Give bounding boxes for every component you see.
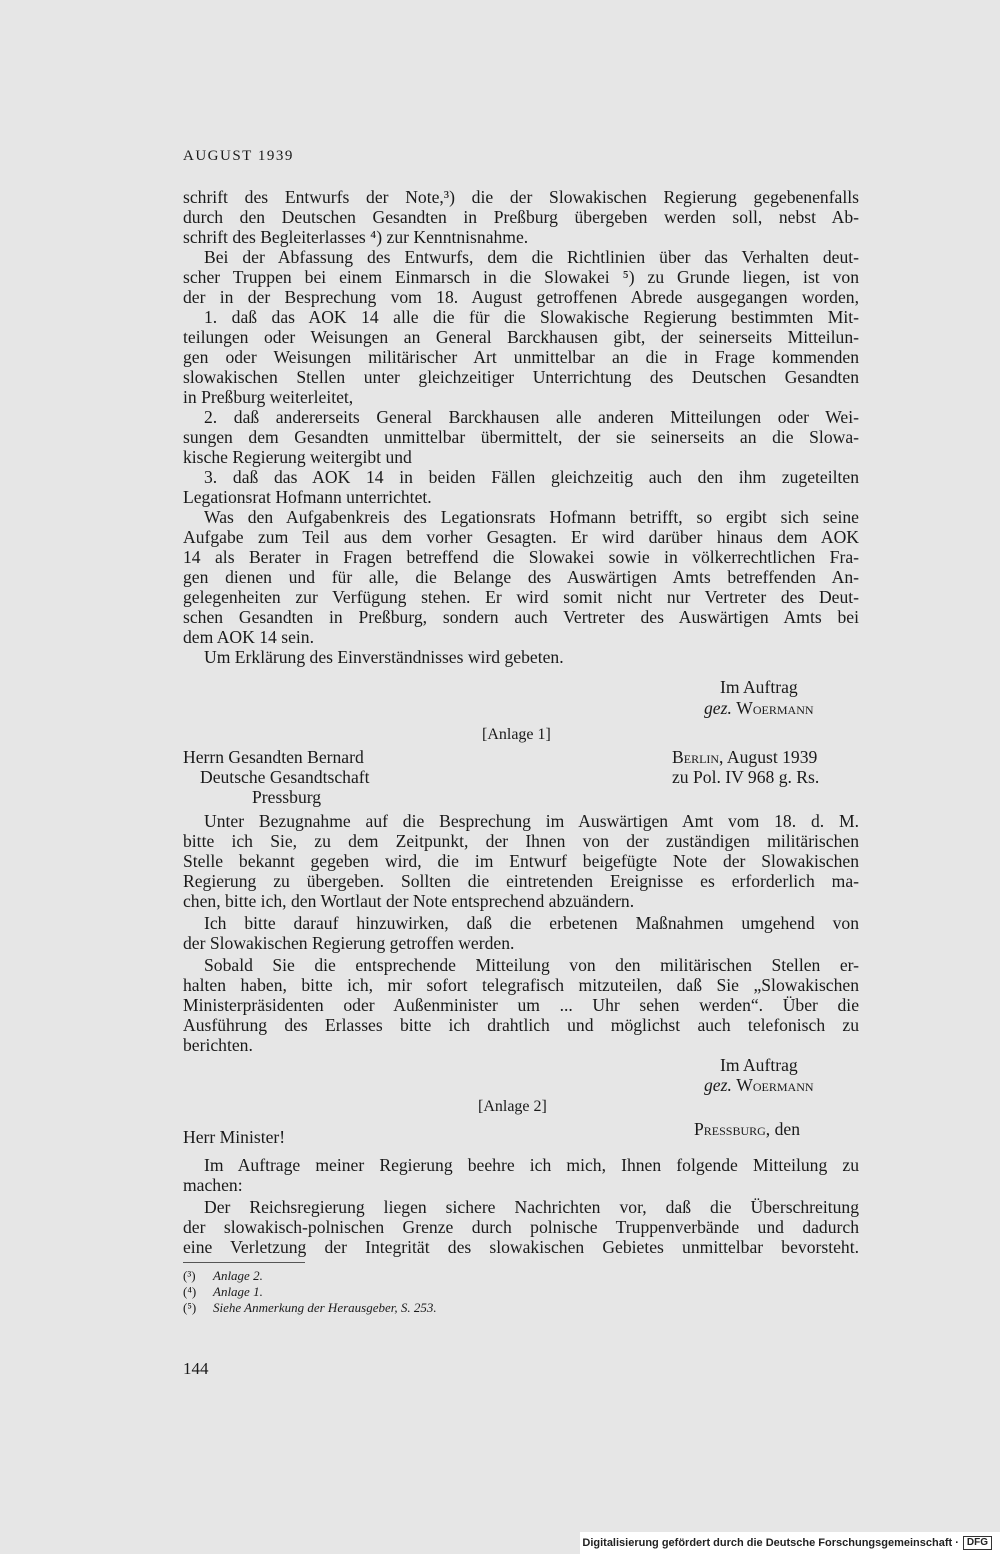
text-line: halten haben, bitte ich, mir sofort telegrafisch mitzuteilen, daß Sie „Slowakischen (183, 975, 859, 995)
text-line: in Preßburg weiterleitet, (183, 387, 354, 407)
text-line: Stelle bekannt gegeben wird, die im Entwurf beigefügte Note der Slowakischen (183, 851, 859, 871)
text-line: Aufgabe zum Teil aus dem vorher Gesagten. Er wird darüber hinaus dem AOK (183, 527, 859, 547)
text-line: Legationsrat Hofmann unterrichtet. (183, 487, 432, 507)
addressee-line: Deutsche Gesandtschaft (200, 767, 370, 787)
footnote-text: Siehe Anmerkung der Herausgeber, S. 253. (213, 1300, 437, 1315)
text-line: Ausführung des Erlasses bitte ich drahtlich und möglichst auch telefonisch zu (183, 1015, 859, 1035)
signature-surname: Woermann (736, 698, 814, 718)
text-line: teilungen oder Weisungen an General Barckhausen gibt, der seinerseits Mitteilun- (183, 327, 859, 347)
text-line: schrift des Begleiterlasses ⁴) zur Kenntnisnahme. (183, 227, 529, 247)
text-line: Bei der Abfassung des Entwurfs, dem die Richtlinien über das Verhalten deut- (204, 247, 859, 267)
text-line: Ministerpräsidenten oder Außenminister um ... Uhr sehen werden“. Über die (183, 995, 859, 1015)
signature-name (704, 1074, 814, 1096)
date: August 1939 (726, 747, 818, 767)
text-line: gen oder Weisungen militärischer Art unmittelbar an die in Frage kommenden (183, 347, 859, 367)
text-line: bitte ich Sie, zu dem Zeitpunkt, der Ihnen von der zuständigen militärischen (183, 831, 859, 851)
running-head: AUGUST 1939 (183, 148, 294, 164)
signature-surname: Woermann (736, 1075, 814, 1095)
signature-prefix: gez. (704, 1075, 732, 1095)
date: den (774, 1119, 801, 1139)
footnote-text: Anlage 1. (213, 1284, 263, 1299)
footnote-divider (183, 1262, 305, 1263)
text-line: Was den Aufgabenkreis des Legationsrats Hofmann betrifft, so ergibt sich seine (204, 507, 859, 527)
text-line: berichten. (183, 1035, 253, 1055)
text-line: Der Reichsregierung liegen sichere Nachrichten vor, daß die Überschreitung (204, 1197, 859, 1217)
footnote-number: (³) (183, 1268, 196, 1283)
text-line: machen: (183, 1175, 243, 1195)
text-line: 14 als Berater in Fragen betreffend die Slowakei sowie in völkerrechtlichen Fra- (183, 547, 859, 567)
text-line: kische Regierung weitergibt und (183, 447, 412, 467)
addressee-line: Pressburg (252, 787, 322, 807)
place: Berlin, (672, 747, 724, 767)
place-date (694, 1118, 800, 1140)
signature-auftrag: Im Auftrag (720, 1055, 798, 1075)
footnote (183, 1300, 437, 1316)
text-line: slowakischen Stellen unter gleichzeitiger Unterrichtung des Deutschen Gesandten (183, 367, 859, 387)
text-line: gelegenheiten zur Verfügung stehen. Er wird somit nicht nur Vertreter des Deut- (183, 587, 859, 607)
anlage2-heading: [Anlage 2] (478, 1098, 547, 1115)
footnote (183, 1268, 263, 1284)
text-line: dem AOK 14 sein. (183, 627, 314, 647)
anlage1-heading: [Anlage 1] (482, 726, 551, 743)
text-line: Im Auftrage meiner Regierung beehre ich mich, Ihnen folgende Mitteilung zu (204, 1155, 859, 1175)
text-line: Unter Bezugnahme auf die Besprechung im Auswärtigen Amt vom 18. d. M. (204, 811, 859, 831)
text-line: schrift des Entwurfs der Note,³) die der Slowakischen Regierung gegebenenfalls (183, 187, 859, 207)
footnote-number: (⁵) (183, 1300, 197, 1315)
text-line: der in der Besprechung vom 18. August getroffenen Abrede ausgegangen worden, (183, 287, 859, 307)
footnote-text: Anlage 2. (213, 1268, 263, 1283)
addressee-line: Herrn Gesandten Bernard (183, 747, 364, 767)
text-line: scher Truppen bei einem Einmarsch in die Slowakei ⁵) zu Grunde liegen, ist von (183, 267, 859, 287)
text-line: sungen dem Gesandten unmittelbar übermittelt, der sie seinerseits an die Slowa- (183, 427, 859, 447)
text-line: 1. daß das AOK 14 alle die für die Slowakische Regierung bestimmten Mit- (204, 307, 859, 327)
text-line: der Slowakischen Regierung getroffen werden. (183, 933, 515, 953)
text-line: gen dienen und für alle, die Belange des Auswärtigen Amts betreffenden An- (183, 567, 859, 587)
text-line: Regierung zu übergeben. Sollten die eintretenden Ereignisse es erforderlich ma- (183, 871, 859, 891)
text-line: eine Verletzung der Integrität des slowakischen Gebietes unmittelbar bevorsteht. (183, 1237, 859, 1257)
dfg-logo: DFG (963, 1536, 992, 1550)
text-line: durch den Deutschen Gesandten in Preßburg übergeben werden soll, nebst Ab- (183, 207, 859, 227)
text-line: 3. daß das AOK 14 in beiden Fällen gleichzeitig auch den ihm zugeteilten (204, 467, 859, 487)
signature-name (704, 697, 814, 719)
place-date (672, 746, 817, 768)
text-line: Sobald Sie die entsprechende Mitteilung von den militärischen Stellen er- (204, 955, 859, 975)
place: Pressburg, (694, 1119, 771, 1139)
footnote-number: (⁴) (183, 1284, 197, 1299)
salutation: Herr Minister! (183, 1127, 286, 1147)
text-line: Ich bitte darauf hinzuwirken, daß die erbetenen Maßnahmen umgehend von (204, 913, 859, 933)
text-line: Um Erklärung des Einverständnisses wird gebeten. (204, 647, 564, 667)
signature-prefix: gez. (704, 698, 732, 718)
reference: zu Pol. IV 968 g. Rs. (672, 767, 820, 787)
page-number: 144 (183, 1359, 209, 1378)
text-line: der slowakisch-polnischen Grenze durch polnische Truppenverbände und dadurch (183, 1217, 859, 1237)
digitization-credit (580, 1532, 1000, 1554)
text-line: 2. daß andererseits General Barckhausen alle anderen Mitteilungen oder Wei- (204, 407, 859, 427)
text-line: schen Gesandten in Preßburg, sondern auch Vertreter des Auswärtigen Amts bei (183, 607, 859, 627)
credit-text: Digitalisierung gefördert durch die Deutsche Forschungsgemeinschaft · (582, 1537, 959, 1549)
signature-auftrag: Im Auftrag (720, 677, 798, 697)
text-line: chen, bitte ich, den Wortlaut der Note entsprechend abzuändern. (183, 891, 635, 911)
footnote (183, 1284, 263, 1300)
